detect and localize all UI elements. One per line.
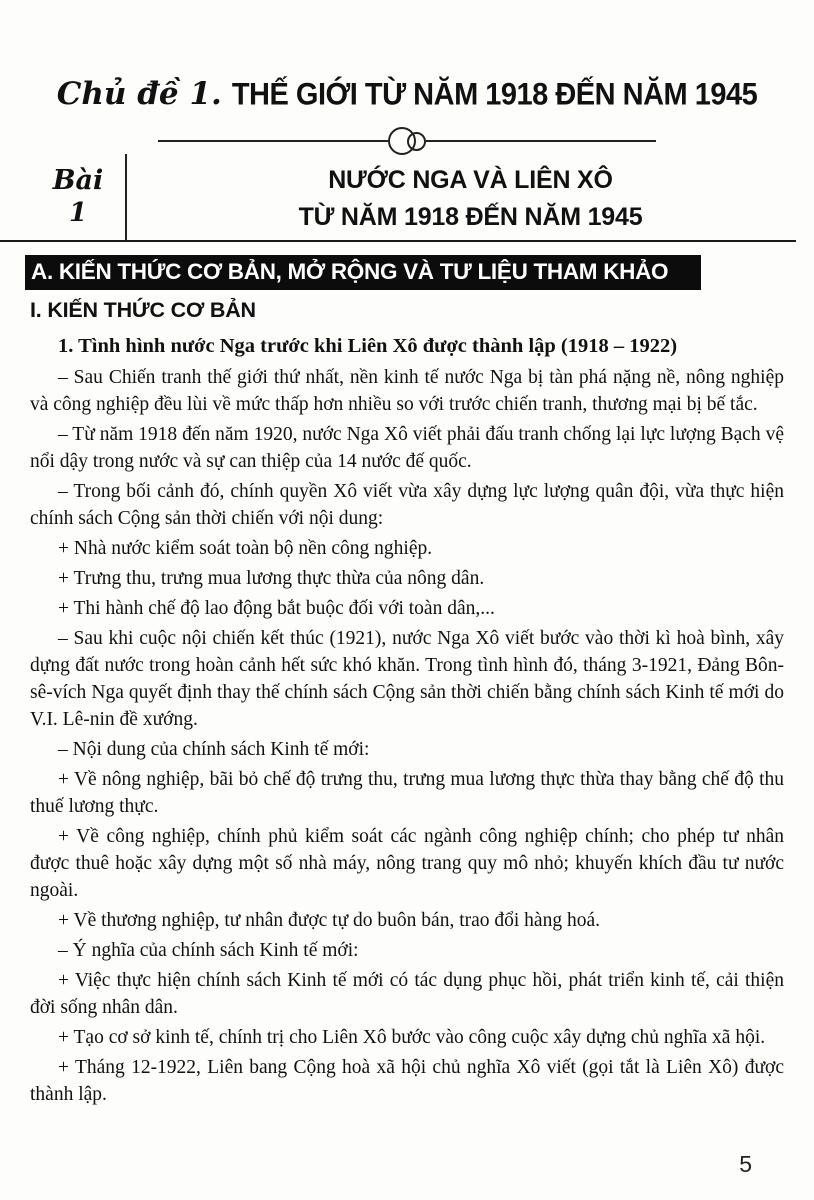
divider-line-left: [158, 140, 388, 142]
section-a-banner: A. KIẾN THỨC CƠ BẢN, MỞ RỘNG VÀ TƯ LIỆU THAM KHẢO: [25, 255, 701, 290]
paragraph: + Tạo cơ sở kinh tế, chính trị cho Liên Xô bước vào công cuộc xây dựng chủ nghĩa xã hội.: [58, 1027, 766, 1048]
header-rule: [0, 240, 796, 242]
paragraph: + Trưng thu, trưng mua lương thực thừa của nông dân.: [58, 568, 485, 589]
paragraph: + Về nông nghiệp, bãi bỏ chế độ trưng thu, trưng mua lương thực thừa thay bằng chế độ thu thuế lương thực.: [30, 769, 784, 817]
page-number: 5: [739, 1151, 752, 1177]
chapter-title: THẾ GIỚI TỪ NĂM 1918 ĐẾN NĂM 1945: [231, 77, 758, 113]
paragraph: – Trong bối cảnh đó, chính quyền Xô viết vừa xây dựng lực lượng quân đội, vừa thực hiện chính sách Cộng sản thời chiến với nội dung:: [30, 481, 784, 529]
lesson-number: 1: [68, 198, 88, 228]
lesson-header: [0, 160, 814, 240]
body-text: [30, 364, 784, 1108]
paragraph: – Nội dung của chính sách Kinh tế mới:: [58, 739, 370, 760]
section-i-heading: I. KIẾN THỨC CƠ BẢN: [30, 298, 256, 322]
lesson-title-line2: TỪ NĂM 1918 ĐẾN NĂM 1945: [298, 203, 643, 231]
paragraph: – Từ năm 1918 đến năm 1920, nước Nga Xô viết phải đấu tranh chống lại lực lượng Bạch vệ nổi dậy trong nước và sự can thiệp của 14 nước đế quốc.: [30, 424, 784, 472]
paragraph: + Về công nghiệp, chính phủ kiểm soát các ngành công nghiệp chính; cho phép tư nhân được thuê hoặc xây dựng một số nhà máy, nông trang quy mô nhỏ; khuyến khích đầu tư nước ngoài.: [30, 826, 784, 901]
paragraph: – Ý nghĩa của chính sách Kinh tế mới:: [58, 940, 359, 961]
subsection-1-heading: 1. Tình hình nước Nga trước khi Liên Xô được thành lập (1918 – 1922): [58, 335, 678, 357]
lesson-label: Bài: [52, 165, 104, 196]
paragraph: + Về thương nghiệp, tư nhân được tự do buôn bán, trao đổi hàng hoá.: [58, 910, 600, 931]
lesson-title: [127, 162, 814, 236]
lesson-badge: [48, 166, 108, 230]
paragraph: + Tháng 12-1922, Liên bang Cộng hoà xã hội chủ nghĩa Xô viết (gọi tắt là Liên Xô) được thành lập.: [30, 1057, 784, 1105]
divider-ornament: [0, 126, 814, 156]
chapter-label: Chủ đề 1.: [56, 76, 222, 112]
lesson-title-line1: NƯỚC NGA VÀ LIÊN XÔ: [328, 166, 613, 194]
circle-icon: [388, 127, 416, 155]
paragraph: – Sau Chiến tranh thế giới thứ nhất, nền kinh tế nước Nga bị tàn phá nặng nề, nông nghiệp và công nghiệp đều lùi về mức thấp hơn nhiều so với trước chiến tranh, thương mại bị bế tắc.: [30, 367, 784, 415]
paragraph: + Nhà nước kiểm soát toàn bộ nền công nghiệp.: [58, 538, 433, 559]
chapter-header: [0, 76, 814, 112]
divider-line-right: [426, 140, 656, 142]
paragraph: + Việc thực hiện chính sách Kinh tế mới có tác dụng phục hồi, phát triển kinh tế, cải thiện đời sống nhân dân.: [30, 970, 784, 1018]
paragraph: + Thi hành chế độ lao động bắt buộc đối với toàn dân,...: [58, 598, 495, 619]
paragraph: – Sau khi cuộc nội chiến kết thúc (1921), nước Nga Xô viết bước vào thời kì hoà bình, xây dựng đất nước trong hoàn cảnh hết sức khó khăn. Trong tình hình đó, tháng 3-1921, Đảng Bôn-sê-vích Nga quyết định thay thế chính sách Cộng sản thời chiến bằng chính sách Kinh tế mới do V.I. Lê-nin đề xướng.: [30, 628, 784, 730]
